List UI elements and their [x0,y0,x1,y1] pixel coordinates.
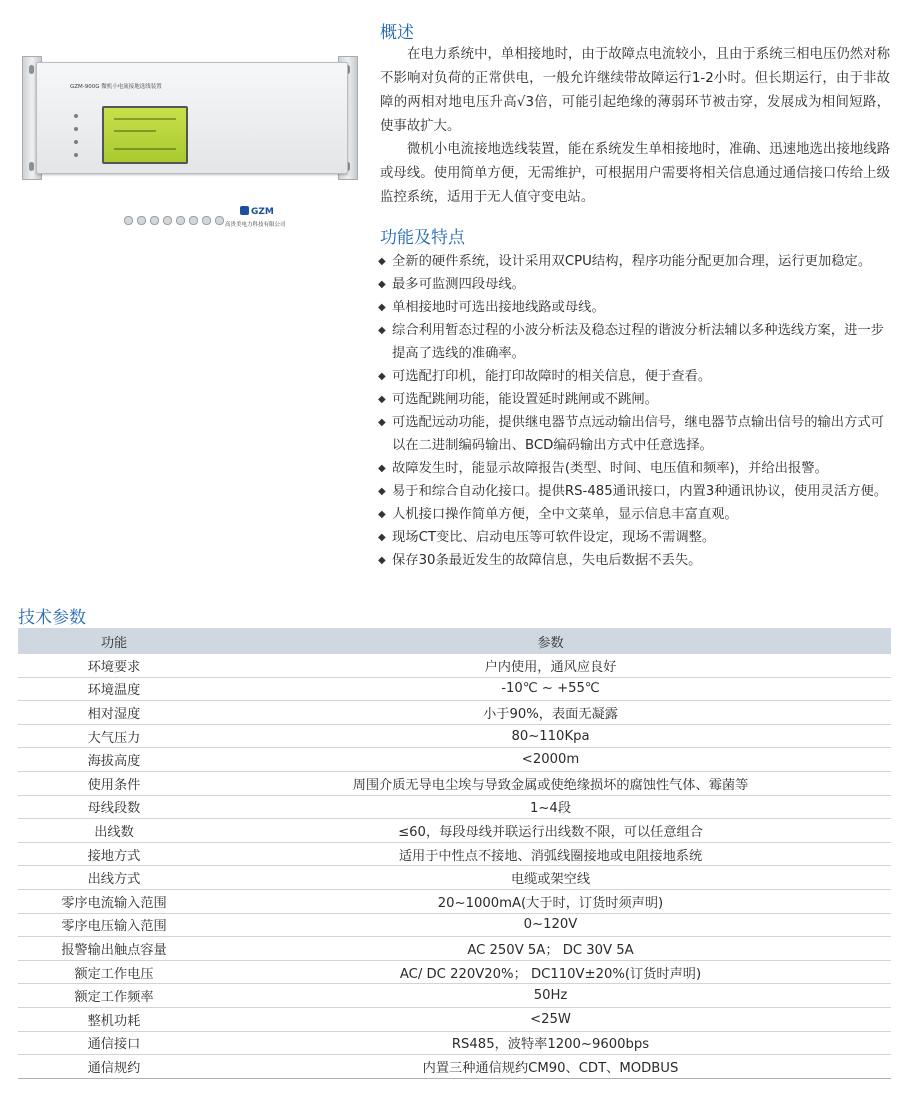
diamond-bullet-icon: ◆ [378,417,386,428]
feature-item [378,319,894,365]
overview-paragraph-1: 在电力系统中，单相接地时，由于故障点电流较小，且由于系统三相电压仍然对称不影响对负荷的正常供电，一般允许继续带故障运行1-2小时。但长期运行，由于非故障的两相对地电压升高√3倍，可能引起绝缘的薄弱环节被击穿，发展成为相间短路，使事故扩大。 [380,47,890,134]
param-name-cell: 报警输出触点容量 [18,937,210,961]
table-row [18,724,891,748]
feature-item [378,480,894,503]
feature-text: 可选配跳闸功能，能设置延时跳闸或不跳闸。 [392,392,658,407]
table-row [18,654,891,677]
table-row [18,748,891,772]
table-row [18,913,891,937]
param-name-cell: 使用条件 [18,771,210,795]
feature-item [378,411,894,457]
param-name-cell: 海拔高度 [18,748,210,772]
device-indicator-leds [74,114,78,166]
param-value-cell: <25W [210,1007,891,1031]
param-name-cell: 大气压力 [18,724,210,748]
param-value-cell: 0~120V [210,913,891,937]
tech-params-body [18,654,891,1078]
feature-item [378,365,894,388]
table-row [18,842,891,866]
feature-text: 现场CT变比、启动电压等可软件设定，现场不需调整。 [392,530,716,545]
param-value-cell: AC 250V 5A； DC 30V 5A [210,937,891,961]
table-row [18,1055,891,1079]
feature-item [378,388,894,411]
param-name-cell: 出线数 [18,819,210,843]
param-value-cell: 周围介质无导电尘埃与导致金属或使绝缘损坏的腐蚀性气体、霉菌等 [210,771,891,795]
feature-text: 可选配打印机，能打印故障时的相关信息，便于查看。 [392,369,712,384]
table-row [18,984,891,1008]
param-name-cell: 额定工作频率 [18,984,210,1008]
param-name-cell: 出线方式 [18,866,210,890]
diamond-bullet-icon: ◆ [378,555,386,566]
diamond-bullet-icon: ◆ [378,279,386,290]
param-value-cell: 1~4段 [210,795,891,819]
diamond-bullet-icon: ◆ [378,302,386,313]
param-name-cell: 母线段数 [18,795,210,819]
param-name-cell: 零序电流输入范围 [18,889,210,913]
diamond-bullet-icon: ◆ [378,325,386,336]
param-name-cell: 通信规约 [18,1055,210,1079]
param-name-cell: 环境要求 [18,654,210,677]
feature-text: 保存30条最近发生的故障信息，失电后数据不丢失。 [392,553,702,568]
feature-text: 全新的硬件系统，设计采用双CPU结构，程序功能分配更加合理，运行更加稳定。 [392,254,872,269]
feature-item [378,549,894,572]
feature-item [378,296,894,319]
table-row [18,819,891,843]
param-value-cell: 户内使用，通风应良好 [210,654,891,677]
diamond-bullet-icon: ◆ [378,371,386,382]
param-value-cell: 小于90%，表面无凝露 [210,701,891,725]
param-value-cell: -10℃ ~ +55℃ [210,677,891,701]
table-row [18,960,891,984]
diamond-bullet-icon: ◆ [378,394,386,405]
param-name-cell: 环境温度 [18,677,210,701]
product-image [22,52,358,228]
tech-params-heading: 技术参数 [18,608,86,628]
device-logo: GZM [240,206,274,217]
device-front-panel [36,62,348,174]
device-keypad [124,210,228,229]
table-row [18,1007,891,1031]
table-row [18,701,891,725]
table-row [18,889,891,913]
feature-text: 故障发生时，能显示故障报告(类型、时间、电压值和频率)，并给出报警。 [392,461,828,476]
table-header-row [18,628,891,654]
param-value-cell: 50Hz [210,984,891,1008]
param-value-cell: 内置三种通信规约CM90、CDT、MODBUS [210,1055,891,1079]
feature-item [378,250,894,273]
param-value-cell: AC/ DC 220V20%； DC110V±20%(订货时声明) [210,960,891,984]
features-heading: 功能及特点 [380,228,465,248]
param-name-cell: 整机功耗 [18,1007,210,1031]
table-row [18,677,891,701]
table-row [18,795,891,819]
param-value-cell: RS485，波特率1200~9600bps [210,1031,891,1055]
overview-heading: 概述 [380,23,414,43]
param-name-cell: 额定工作电压 [18,960,210,984]
param-value-cell: <2000m [210,748,891,772]
feature-item [378,503,894,526]
feature-text: 单相接地时可选出接地线路或母线。 [392,300,605,315]
param-name-cell: 零序电压输入范围 [18,913,210,937]
overview-paragraph-2: 微机小电流接地选线装置，能在系统发生单相接地时，准确、迅速地选出接地线路或母线。使用简单方便，无需维护，可根据用户需要将相关信息通过通信接口传给上级监控系统，适用于无人值守变电站。 [380,142,890,205]
features-list [378,250,894,572]
tech-params-table [18,628,891,1079]
diamond-bullet-icon: ◆ [378,256,386,267]
feature-item [378,273,894,296]
feature-item [378,526,894,549]
device-company-label: 高贵美电力科技有限公司 [225,222,286,228]
table-row [18,866,891,890]
param-name-cell: 通信接口 [18,1031,210,1055]
diamond-bullet-icon: ◆ [378,532,386,543]
table-row [18,937,891,961]
param-name-cell: 接地方式 [18,842,210,866]
table-row [18,1031,891,1055]
param-value-cell: 20~1000mA(大于时，订货时须声明) [210,889,891,913]
feature-text: 可选配远动功能，提供继电器节点远动输出信号，继电器节点输出信号的输出方式可以在二进制编码输出、BCD编码输出方式中任意选择。 [392,415,884,453]
feature-text: 综合利用暂态过程的小波分析法及稳态过程的谐波分析法辅以多种选线方案，进一步提高了选线的准确率。 [392,323,884,361]
param-value-cell: 适用于中性点不接地、消弧线圈接地或电阻接地系统 [210,842,891,866]
diamond-bullet-icon: ◆ [378,486,386,497]
device-model-label: GZM-900G 微机小电流接地选线装置 [70,84,162,90]
param-name-cell: 相对湿度 [18,701,210,725]
feature-text: 易于和综合自动化接口。提供RS-485通讯接口，内置3种通讯协议，使用灵活方便。 [392,484,888,499]
device-lcd-screen [102,106,188,164]
header-function: 功能 [18,628,210,654]
param-value-cell: ≤60，每段母线并联运行出线数不限，可以任意组合 [210,819,891,843]
diamond-bullet-icon: ◆ [378,463,386,474]
header-parameter: 参数 [210,628,891,654]
feature-text: 人机接口操作简单方便，全中文菜单，显示信息丰富直观。 [392,507,738,522]
diamond-bullet-icon: ◆ [378,509,386,520]
feature-text: 最多可监测四段母线。 [392,277,525,292]
param-value-cell: 电缆或架空线 [210,866,891,890]
feature-item [378,457,894,480]
table-row [18,771,891,795]
param-value-cell: 80~110Kpa [210,724,891,748]
